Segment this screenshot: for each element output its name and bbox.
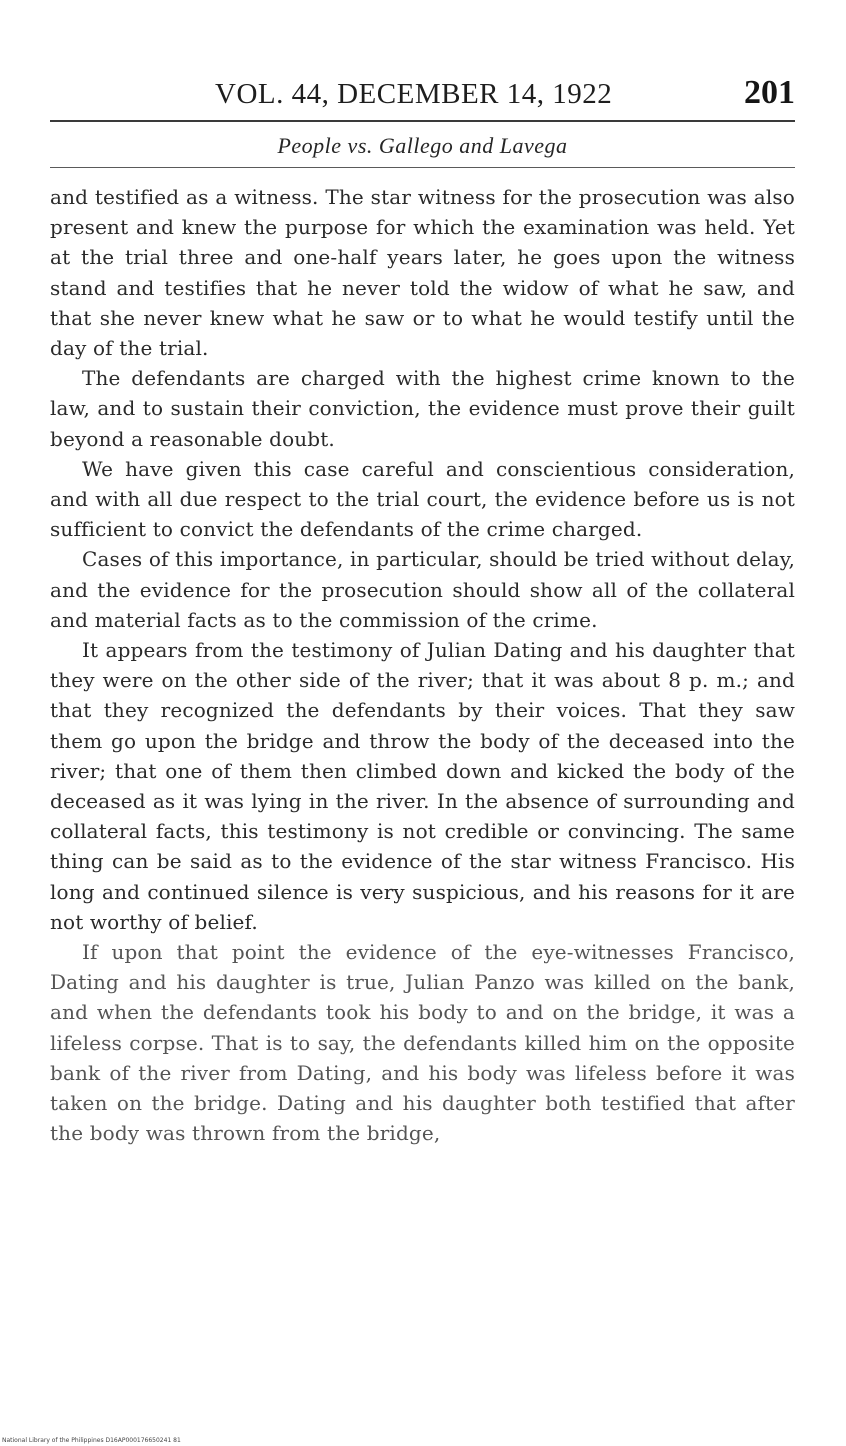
paragraph: It appears from the testimony of Julian Dating and his daughter that they were on the other side of the river; that it was about 8 p. m.; and that they recognized the defendants by their voices. That they saw them go upon the bridge and throw the body of the deceased into the river; that one of them then climbed down and kicked the body of the deceased as it was lying in the river. In the absence of surrounding and collateral facts, this testimony is not credible or convincing. The same thing can be said as to the evidence of the star witness Francisco. His long and continued silence is very suspicious, and his reasons for it are not worthy of belief. xyxy=(50,638,795,934)
paragraph: The defendants are charged with the highest crime known to the law, and to sustain their conviction, the evidence must prove their guilt beyond a reasonable doubt. xyxy=(50,366,795,451)
paragraph: If upon that point the evidence of the eye-witnesses Francisco, Dating and his daughter is true, Julian Panzo was killed on the bank, and when the defendants took his body to and on the bridge, it was a lifeless corpse. That is to say, the defendants killed him on the opposite bank of the river from Dating, and his body was lifeless before it was taken on the bridge. Dating and his daughter both testified that after the body was thrown from the bridge, xyxy=(50,940,795,1146)
body-text xyxy=(50,182,795,1149)
header-rule xyxy=(50,120,795,122)
library-credit: National Library of the Philippines D16AP000176650241 81 xyxy=(2,1437,181,1444)
page-number: 201 xyxy=(744,74,795,111)
paragraph: We have given this case careful and conscientious consideration, and with all due respect to the trial court, the evidence before us is not sufficient to convict the defendants of the crime charged. xyxy=(50,456,795,542)
case-title: People vs. Gallego and Lavega xyxy=(277,133,568,158)
title-rule xyxy=(50,167,795,168)
volume-date-line: VOL. 44, DECEMBER 14, 1922 xyxy=(215,78,613,110)
document-page xyxy=(50,70,795,1149)
running-header xyxy=(50,70,795,120)
paragraph: Cases of this importance, in particular, should be tried without delay, and the evidence for the prosecution should show all of the collateral and material facts as to the commission of the crime. xyxy=(50,547,795,632)
paragraph: and testified as a witness. The star witness for the prosecution was also present and knew the purpose for which the examination was held. Yet at the trial three and one-half years later, he goes upon the witness stand and testifies that he never told the widow of what he saw, and that she never knew what he saw or to what he would testify until the day of the trial. xyxy=(50,185,795,361)
